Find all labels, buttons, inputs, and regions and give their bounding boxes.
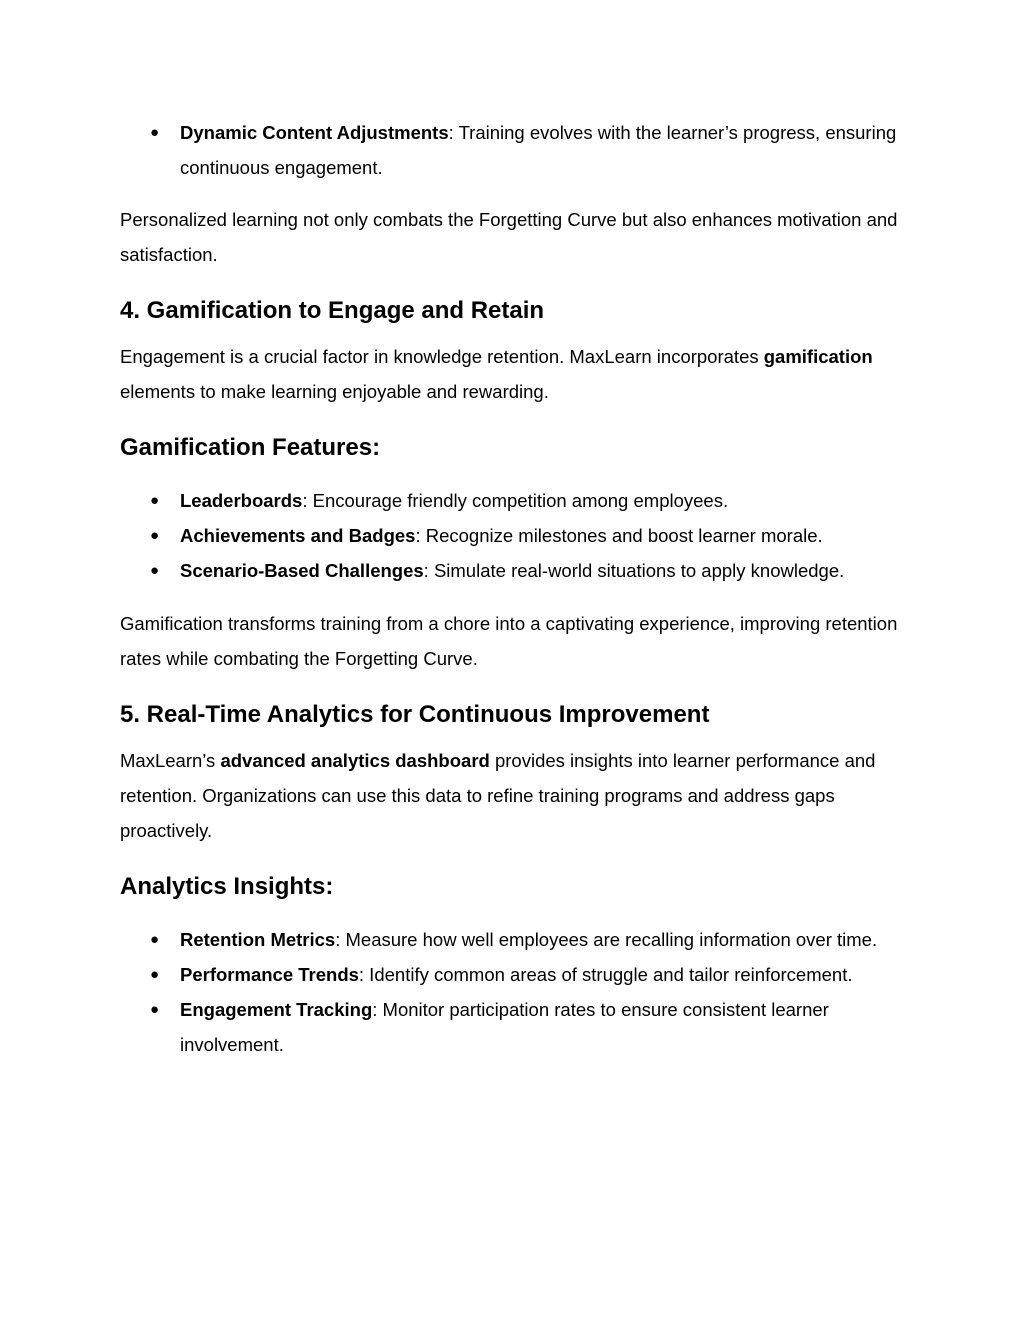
section-4-intro <box>120 339 910 409</box>
list-item-term: Scenario-Based Challenges <box>180 560 424 581</box>
list-item-term: Achievements and Badges <box>180 525 416 546</box>
list-item-text: : Identify common areas of struggle and tailor reinforcement. <box>358 964 853 985</box>
bullet-icon: ● <box>150 527 160 544</box>
section-4-intro-bold: gamification <box>763 346 873 367</box>
bullet-icon: ● <box>150 124 160 141</box>
section-5-heading: 5. Real-Time Analytics for Continuous Improvement <box>120 701 710 728</box>
bullet-icon: ● <box>150 492 160 509</box>
list-item <box>0 553 910 588</box>
list-item-text: : Measure how well employees are recalling information over time. <box>335 929 878 950</box>
personalization-list <box>0 115 910 185</box>
section-5-intro-text: MaxLearn’s <box>120 750 221 771</box>
gamification-summary: Gamification transforms training from a chore into a captivating experience, improving retention rates while combating the Forgetting Curve. <box>120 613 898 669</box>
section-4-intro-text-end: elements to make learning enjoyable and rewarding. <box>120 381 549 402</box>
list-item <box>0 483 910 518</box>
gamification-features-heading: Gamification Features: <box>120 434 381 461</box>
list-item-term: Performance Trends <box>180 964 359 985</box>
list-item-text: : Monitor participation rates to ensure consistent learner involvement. <box>180 999 829 1055</box>
list-item-text: : Recognize milestones and boost learner morale. <box>415 525 823 546</box>
list-item <box>0 957 910 992</box>
analytics-insights-heading: Analytics Insights: <box>120 873 334 900</box>
bullet-icon: ● <box>150 931 160 948</box>
list-item-text: : Training evolves with the learner’s progress, ensuring continuous engagement. <box>180 122 897 178</box>
bullet-icon: ● <box>150 562 160 579</box>
section-5-intro-text-end: provides insights into learner performance and retention. Organizations can use this data to refine training programs and address gaps proactively. <box>120 750 876 841</box>
list-item-term: Leaderboards <box>180 490 303 511</box>
bullet-icon: ● <box>150 1001 160 1018</box>
list-item <box>0 115 910 185</box>
list-item-text: : Simulate real-world situations to apply knowledge. <box>423 560 845 581</box>
section-4-heading: 4. Gamification to Engage and Retain <box>120 297 545 324</box>
list-item-text: : Encourage friendly competition among employees. <box>302 490 729 511</box>
list-item-term: Engagement Tracking <box>180 999 373 1020</box>
list-item-term: Dynamic Content Adjustments <box>180 122 449 143</box>
list-item <box>0 518 910 553</box>
list-item <box>0 992 910 1062</box>
personalized-summary: Personalized learning not only combats the Forgetting Curve but also enhances motivation and satisfaction. <box>120 209 898 265</box>
gamification-features-list <box>0 483 910 588</box>
list-item-term: Retention Metrics <box>180 929 336 950</box>
section-5-intro <box>120 743 910 848</box>
section-4-intro-text: Engagement is a crucial factor in knowledge retention. MaxLearn incorporates <box>120 346 764 367</box>
bullet-icon: ● <box>150 966 160 983</box>
section-5-intro-bold: advanced analytics dashboard <box>220 750 490 771</box>
analytics-insights-list <box>0 922 910 1062</box>
list-item <box>0 922 910 957</box>
